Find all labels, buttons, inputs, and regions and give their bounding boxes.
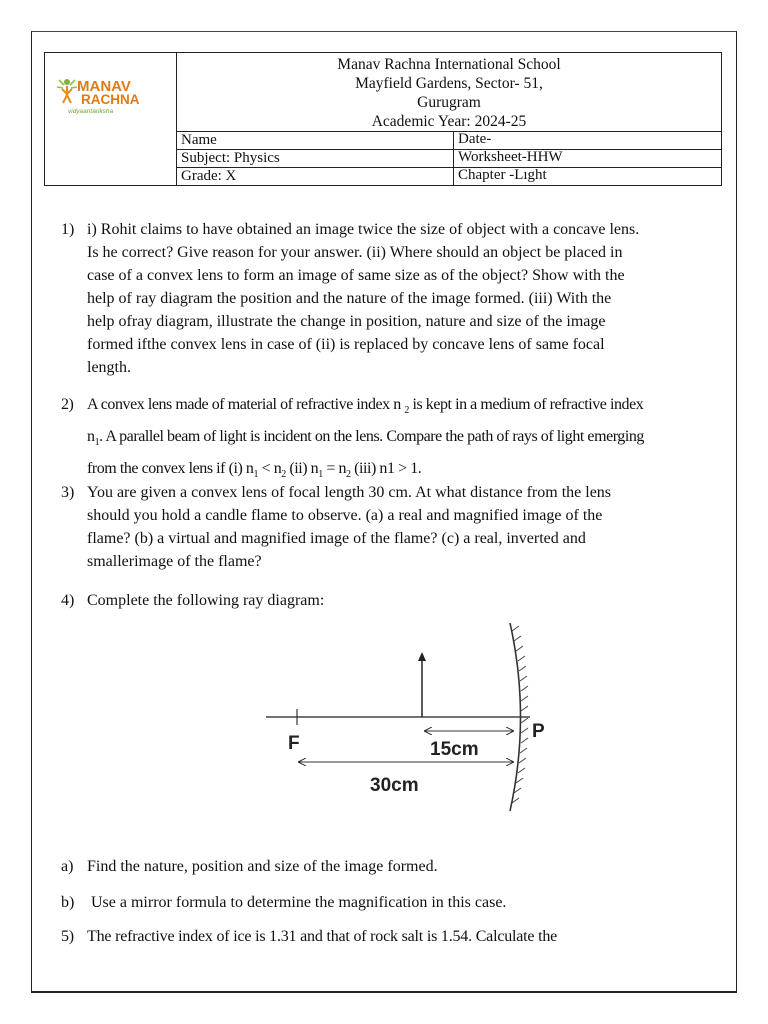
question-number: b) xyxy=(61,894,75,911)
question-number: 2) xyxy=(61,396,74,413)
question-text: Use a mirror formula to determine the magnification in this case. xyxy=(87,894,507,911)
question-line: You are given a convex lens of focal length 30 cm. At what distance from the lens xyxy=(87,484,612,501)
question-number: 5) xyxy=(61,928,74,945)
header-table xyxy=(44,52,722,186)
question-text: The refractive index of ice is 1.31 and that of rock salt is 1.54. Calculate the xyxy=(87,928,558,945)
school-address-line1: Mayfield Gardens, Sector- 51, xyxy=(355,75,543,92)
question-line: help of ray diagram the position and the nature of the image formed. (iii) With the xyxy=(87,290,612,307)
question-line: Is he correct? Give reason for your answer. (ii) Where should an object be placed in xyxy=(87,244,623,261)
question-line: A convex lens made of material of refractive index n $_2$ is kept in a medium of refractive index xyxy=(87,396,644,417)
grade-label: Grade: X xyxy=(181,168,237,184)
logo-emblem-icon xyxy=(57,79,77,103)
question-line: help ofray diagram, illustrate the change in position, nature and size of the image xyxy=(87,313,606,330)
ray-diagram xyxy=(263,615,563,815)
school-logo xyxy=(45,53,177,185)
question-number: 1) xyxy=(61,221,75,238)
chapter-label: Chapter -Lıght xyxy=(453,167,547,186)
question-text: Find the nature, position and size of the image formed. xyxy=(87,858,438,875)
object-distance-label: 15cm xyxy=(430,739,479,760)
question-line: flame? (b) a virtual and magnified image of the flame? (c) a real, inverted and xyxy=(87,530,586,547)
question-number: a) xyxy=(61,858,74,875)
question-line: length. xyxy=(87,359,131,376)
info-row-subject xyxy=(177,149,721,168)
question-line: i) Rohit claims to have obtained an image twice the size of object with a concave lens. xyxy=(87,221,640,238)
subject-label: Subject: Physics xyxy=(181,150,280,166)
question-line: case of a convex lens to form an image of same size as of the object? Show with the xyxy=(87,267,625,284)
info-row-grade xyxy=(177,167,721,186)
logo-tagline: vidyaantariksha xyxy=(68,108,114,115)
question-line: smallerimage of the flame? xyxy=(87,553,262,570)
question-text: Complete the following ray diagram: xyxy=(87,592,325,609)
question-line: formed ifthe convex lens in case of (ii) is replaced by concave lens of same focal xyxy=(87,336,605,353)
school-address-line2: Gurugram xyxy=(417,94,481,111)
name-label: Name xyxy=(181,132,217,148)
question-number: 3) xyxy=(61,484,75,501)
school-info xyxy=(177,53,721,133)
question-line: should you hold a candle flame to observe. (a) a real and magnified image of the xyxy=(87,507,603,524)
worksheet-label: Worksheet-HHW xyxy=(453,149,563,168)
academic-year: Academic Year: 2024-25 xyxy=(371,113,527,130)
date-label: Date- xyxy=(453,131,491,150)
question-line: from the convex lens if (i) $n_1 < n_2$ (ii) $n_1 = n_2$ (iii) n1 > 1. xyxy=(87,460,422,481)
focus-label: F xyxy=(288,733,300,754)
info-row-name xyxy=(177,131,721,150)
logo-text-line1: MANAV xyxy=(77,78,131,95)
pole-label: P xyxy=(532,721,545,742)
focal-distance-label: 30cm xyxy=(370,775,419,796)
question-line: $n_1$. A parallel beam of light is incident on the lens. Compare the path of rays of light emerging xyxy=(87,428,644,449)
logo-text-line2: RACHNA xyxy=(81,92,140,107)
object-arrow-head-icon xyxy=(418,652,426,661)
question-number: 4) xyxy=(61,592,75,609)
school-name: Manav Rachna International School xyxy=(337,56,561,73)
